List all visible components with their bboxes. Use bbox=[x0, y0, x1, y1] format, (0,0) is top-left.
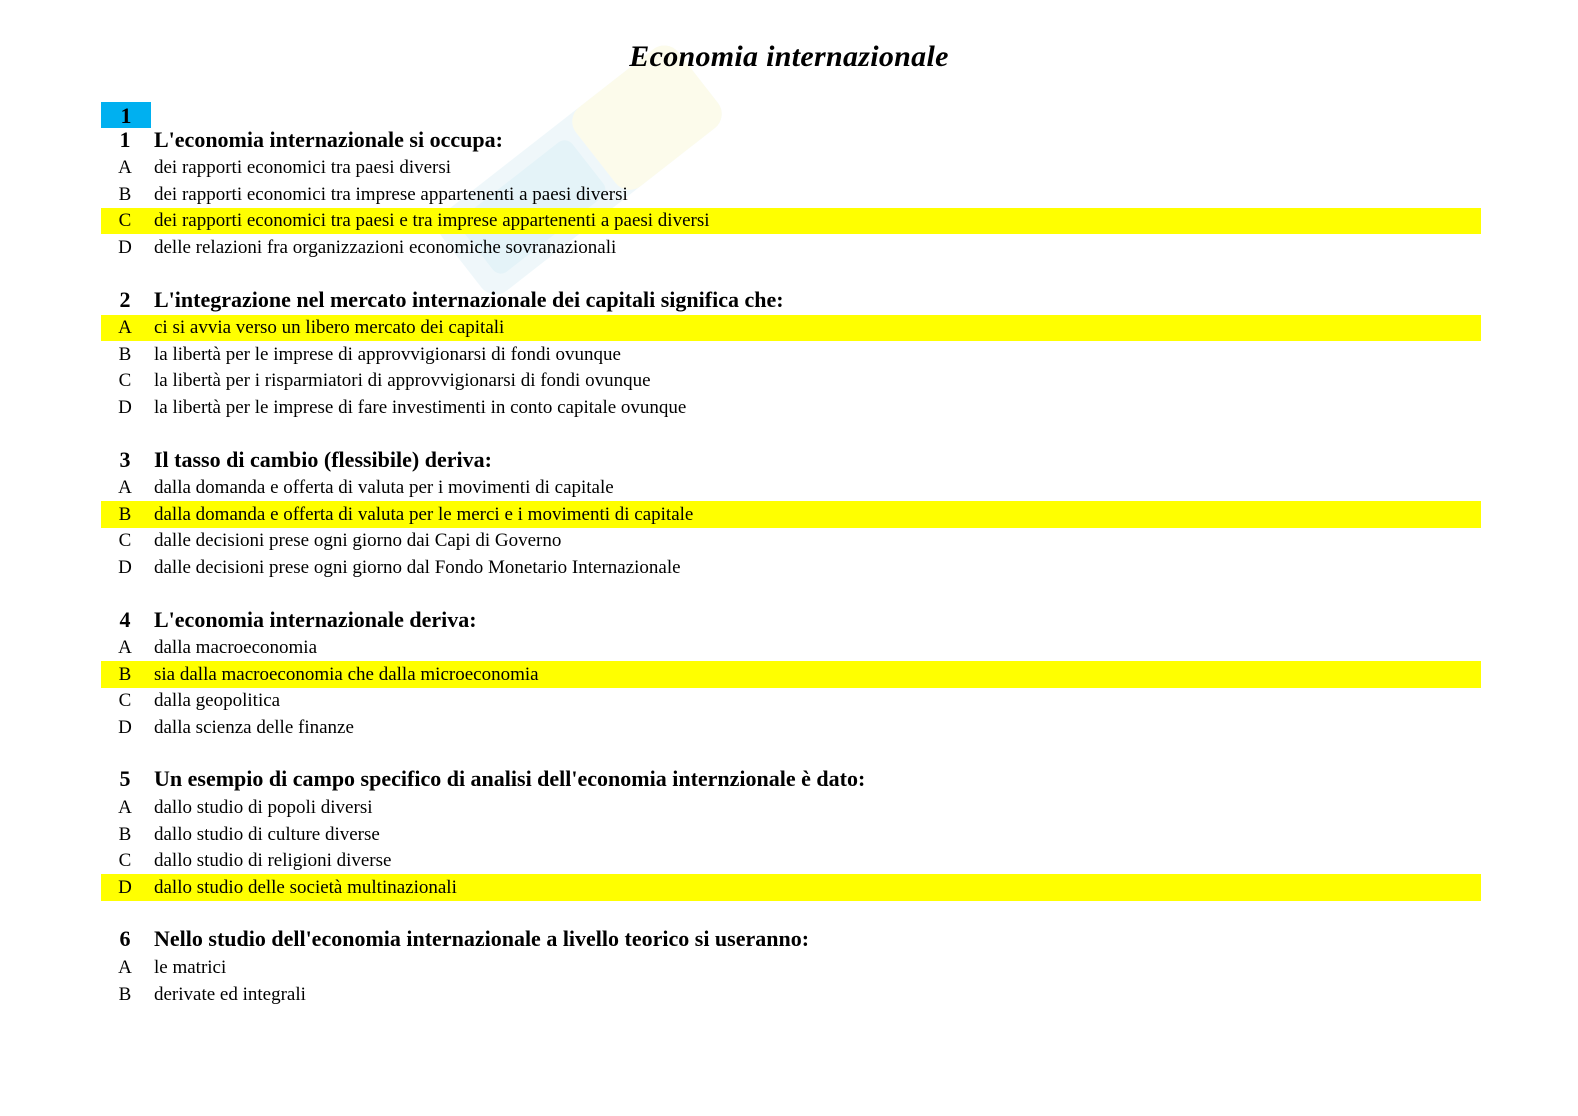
question-row bbox=[101, 768, 1481, 795]
answer-letter: B bbox=[118, 343, 132, 365]
answer-text: dallo studio di popoli diversi bbox=[154, 797, 373, 819]
answer-text: delle relazioni fra organizzazioni economiche sovranazionali bbox=[154, 236, 617, 258]
answer-row bbox=[101, 794, 1481, 821]
question-text: Un esempio di campo specifico di analisi dell'economia internzionale è dato: bbox=[154, 766, 866, 792]
question-text: L'integrazione nel mercato internazionale dei capitali significa che: bbox=[154, 286, 784, 312]
answer-text: dalla scienza delle finanze bbox=[154, 716, 354, 738]
answer-row bbox=[101, 554, 1481, 581]
answer-row-correct bbox=[101, 315, 1481, 342]
answer-letter: D bbox=[118, 236, 132, 258]
answer-letter: B bbox=[118, 503, 132, 525]
answer-letter: C bbox=[118, 850, 132, 872]
answer-row bbox=[101, 954, 1481, 981]
answer-row bbox=[101, 714, 1481, 741]
question-number: 6 bbox=[119, 926, 131, 952]
question-text: Il tasso di cambio (flessibile) deriva: bbox=[154, 446, 492, 472]
answer-text: dallo studio di culture diverse bbox=[154, 823, 380, 845]
question-number: 5 bbox=[119, 766, 131, 792]
answer-letter: A bbox=[118, 157, 132, 179]
answer-row bbox=[101, 848, 1481, 875]
answer-letter: B bbox=[118, 823, 132, 845]
answer-row bbox=[101, 981, 1481, 1008]
answer-letter: A bbox=[118, 317, 132, 339]
answer-text: dallo studio di religioni diverse bbox=[154, 850, 392, 872]
answer-text: dallo studio delle società multinazionali bbox=[154, 876, 457, 898]
document-title: Economia internazionale bbox=[629, 40, 949, 73]
answer-letter: A bbox=[118, 477, 132, 499]
answer-letter: B bbox=[118, 183, 132, 205]
question-row bbox=[101, 448, 1481, 475]
answer-text: la libertà per le imprese di approvvigionarsi di fondi ovunque bbox=[154, 343, 621, 365]
answer-row bbox=[101, 155, 1481, 182]
answer-text: dalla macroeconomia bbox=[154, 637, 318, 659]
answer-text: dei rapporti economici tra paesi diversi bbox=[154, 157, 452, 179]
section-number-badge: 1 bbox=[101, 102, 151, 128]
answer-row bbox=[101, 635, 1481, 662]
answer-row bbox=[101, 394, 1481, 421]
answer-row bbox=[101, 234, 1481, 261]
question-number: 2 bbox=[119, 286, 131, 312]
answer-text: sia dalla macroeconomia che dalla microeconomia bbox=[154, 663, 539, 685]
answer-letter: A bbox=[118, 797, 132, 819]
question-block bbox=[101, 288, 1481, 421]
answer-row bbox=[101, 475, 1481, 502]
answer-text: dalla domanda e offerta di valuta per i movimenti di capitale bbox=[154, 477, 614, 499]
answer-text: derivate ed integrali bbox=[154, 983, 306, 1005]
answer-letter: C bbox=[118, 690, 132, 712]
answer-row-correct bbox=[101, 874, 1481, 901]
question-block bbox=[101, 448, 1481, 581]
answer-row bbox=[101, 688, 1481, 715]
answer-letter: C bbox=[118, 210, 132, 232]
answer-letter: A bbox=[118, 957, 132, 979]
answer-letter: C bbox=[118, 530, 132, 552]
question-block bbox=[101, 128, 1481, 261]
answer-row bbox=[101, 341, 1481, 368]
question-number: 1 bbox=[119, 126, 131, 152]
answer-row bbox=[101, 181, 1481, 208]
answer-letter: B bbox=[118, 663, 132, 685]
answer-text: dalle decisioni prese ogni giorno dai Capi di Governo bbox=[154, 530, 562, 552]
answer-text: le matrici bbox=[154, 957, 227, 979]
answer-text: dei rapporti economici tra imprese appartenenti a paesi diversi bbox=[154, 183, 628, 205]
answer-row-correct bbox=[101, 501, 1481, 528]
answer-letter: D bbox=[118, 396, 132, 418]
answer-letter: B bbox=[118, 983, 132, 1005]
question-number: 3 bbox=[119, 446, 131, 472]
question-text: L'economia internazionale si occupa: bbox=[154, 126, 503, 152]
question-row bbox=[101, 608, 1481, 635]
answer-text: la libertà per i risparmiatori di approvvigionarsi di fondi ovunque bbox=[154, 370, 651, 392]
answer-letter: C bbox=[118, 370, 132, 392]
answer-text: dalla domanda e offerta di valuta per le merci e i movimenti di capitale bbox=[154, 503, 694, 525]
answer-letter: A bbox=[118, 637, 132, 659]
question-number: 4 bbox=[119, 606, 131, 632]
question-row bbox=[101, 128, 1481, 155]
answer-letter: D bbox=[118, 556, 132, 578]
answer-text: dalla geopolitica bbox=[154, 690, 281, 712]
question-block bbox=[101, 608, 1481, 741]
answer-row-correct bbox=[101, 661, 1481, 688]
answer-text: ci si avvia verso un libero mercato dei capitali bbox=[154, 317, 505, 339]
answer-row bbox=[101, 821, 1481, 848]
answer-text: dei rapporti economici tra paesi e tra imprese appartenenti a paesi diversi bbox=[154, 210, 710, 232]
answer-letter: D bbox=[118, 716, 132, 738]
question-block bbox=[101, 768, 1481, 901]
answer-row-correct bbox=[101, 208, 1481, 235]
question-row bbox=[101, 928, 1481, 955]
question-text: Nello studio dell'economia internazionale a livello teorico si useranno: bbox=[154, 926, 810, 952]
answer-letter: D bbox=[118, 876, 132, 898]
question-block bbox=[101, 928, 1481, 1008]
question-list bbox=[101, 128, 1481, 1035]
question-text: L'economia internazionale deriva: bbox=[154, 606, 477, 632]
answer-text: la libertà per le imprese di fare investimenti in conto capitale ovunque bbox=[154, 396, 687, 418]
answer-text: dalle decisioni prese ogni giorno dal Fondo Monetario Internazionale bbox=[154, 556, 681, 578]
answer-row bbox=[101, 528, 1481, 555]
answer-row bbox=[101, 368, 1481, 395]
question-row bbox=[101, 288, 1481, 315]
